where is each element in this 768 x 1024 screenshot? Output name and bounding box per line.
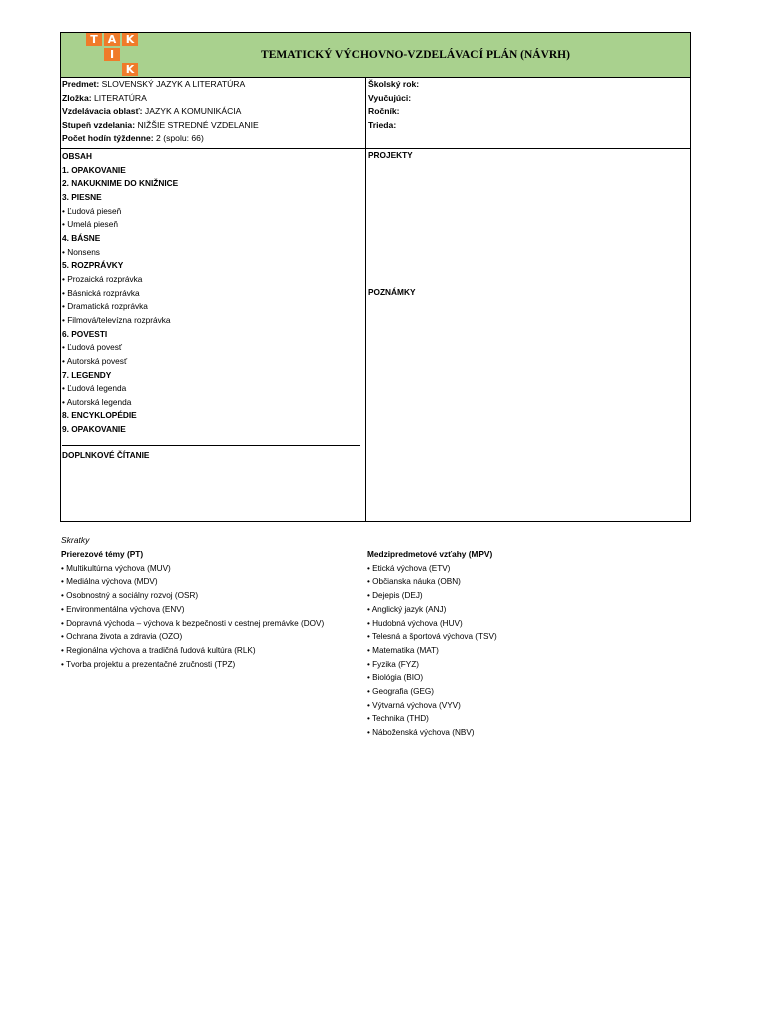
content-heading: 8. ENCYKLOPÉDIE xyxy=(62,410,137,421)
content-heading: 5. ROZPRÁVKY xyxy=(62,260,124,271)
info-right-column xyxy=(368,78,668,132)
pt-list-item: • Regionálna výchova a tradičná ľudová kultúra (RLK) xyxy=(61,645,256,655)
mpv-list-item: • Telesná a športová výchova (TSV) xyxy=(367,632,497,642)
pt-list-item: • Dopravná východa – výchova k bezpečnosti v cestnej premávke (DOV) xyxy=(61,618,325,628)
content-list-item: • Autorská povesť xyxy=(62,355,128,366)
info-left-label: Počet hodín týždenne: xyxy=(62,133,154,144)
mpv-list-item: • Občianska náuka (OBN) xyxy=(367,577,461,587)
column-divider xyxy=(365,77,366,521)
mpv-list-item: • Fyzika (FYZ) xyxy=(367,659,419,669)
info-left-label: Stupeň vzdelania: xyxy=(62,119,136,130)
info-left-label: Vzdelávacia oblasť: xyxy=(62,106,143,117)
logo-cell: A xyxy=(104,33,120,46)
content-heading: 4. BÁSNE xyxy=(62,232,101,243)
logo-cell: I xyxy=(104,48,120,61)
mpv-list-item: • Dejepis (DEJ) xyxy=(367,591,423,601)
content-list-item: • Ľudová pieseň xyxy=(62,205,122,216)
info-left-value: 2 (spolu: 66) xyxy=(153,133,204,144)
info-right-label: Vyučujúci: xyxy=(368,92,412,103)
logo-cell xyxy=(86,63,102,76)
content-list-item: • Ľudová legenda xyxy=(62,383,127,394)
pt-heading: Prierezové témy (PT) xyxy=(61,549,144,559)
info-left-row xyxy=(62,78,362,92)
content-list-item: • Nonsens xyxy=(62,246,100,257)
info-right-row xyxy=(368,92,668,106)
mpv-list-item: • Anglický jazyk (ANJ) xyxy=(367,604,447,614)
page-title: TEMATICKÝ VÝCHOVNO-VZDELÁVACÍ PLÁN (NÁVRH) xyxy=(261,49,570,61)
pt-list-item: • Multikultúrna výchova (MUV) xyxy=(61,563,171,573)
content-list-item: • Dramatická rozprávka xyxy=(62,301,148,312)
content-list-item: • Autorská legenda xyxy=(62,396,132,407)
info-left-label: Predmet: xyxy=(62,79,100,89)
mpv-heading: Medzipredmetové vzťahy (MPV) xyxy=(367,549,493,559)
mpv-list-item: • Geografia (GEG) xyxy=(367,687,435,697)
content-list-item: • Ľudová povesť xyxy=(62,342,122,353)
logo-cell: K xyxy=(122,63,138,76)
content-heading: 1. OPAKOVANIE xyxy=(62,164,126,175)
mpv-list-item: • Výtvarná výchova (VYV) xyxy=(367,700,461,710)
mpv-list-item: • Technika (THD) xyxy=(367,714,429,724)
pt-list-item: • Osobnostný a sociálny rozvoj (OSR) xyxy=(61,591,199,601)
mpv-column xyxy=(367,548,687,740)
separator-line xyxy=(62,445,360,446)
pt-list-item: • Tvorba projektu a prezentačné zručnosti (TPZ) xyxy=(61,659,236,669)
mpv-list-item: • Matematika (MAT) xyxy=(367,645,439,655)
info-left-value: SLOVENSKÝ JAZYK A LITERATÚRA xyxy=(99,79,246,89)
projekty-heading: PROJEKTY xyxy=(368,150,413,160)
content-column xyxy=(62,150,362,437)
mpv-list-item: • Etická výchova (ETV) xyxy=(367,563,451,573)
logo-cell xyxy=(86,48,102,61)
content-heading: 7. LEGENDY xyxy=(62,369,112,380)
content-list-item: • Básnická rozprávka xyxy=(62,287,140,298)
info-right-label: Trieda: xyxy=(368,119,397,130)
mpv-list-item: • Biológia (BIO) xyxy=(367,673,424,683)
logo-cell xyxy=(122,48,138,61)
info-left-value: JAZYK A KOMUNIKÁCIA xyxy=(142,106,242,117)
logo-cell xyxy=(104,63,120,76)
plan-sheet xyxy=(60,32,691,522)
info-left-row xyxy=(62,105,362,119)
info-right-label: Ročník: xyxy=(368,106,400,117)
info-right-row xyxy=(368,105,668,119)
header-bar xyxy=(61,33,690,78)
info-left-row xyxy=(62,119,362,133)
info-left-row xyxy=(62,132,362,146)
content-heading: 9. OPAKOVANIE xyxy=(62,424,126,435)
content-heading: 3. PIESNE xyxy=(62,191,102,202)
pt-column xyxy=(61,548,361,671)
doplnkove-citanie-heading: DOPLNKOVÉ ČÍTANIE xyxy=(62,450,150,460)
pt-list-item: • Mediálna výchova (MDV) xyxy=(61,577,158,587)
info-right-row xyxy=(368,119,668,133)
content-heading: 2. NAKUKNIME DO KNIŽNICE xyxy=(62,178,179,189)
mpv-list-item: • Náboženská výchova (NBV) xyxy=(367,728,475,738)
content-list-item: • Prozaická rozprávka xyxy=(62,273,143,284)
content-heading: OBSAH xyxy=(62,151,92,161)
content-list-item: • Filmová/televízna rozprávka xyxy=(62,314,171,325)
logo-cell: K xyxy=(122,33,138,46)
info-section xyxy=(61,77,690,149)
logo-cell: T xyxy=(86,33,102,46)
info-right-row xyxy=(368,78,668,92)
pt-list-item: • Ochrana života a zdravia (OZO) xyxy=(61,632,183,642)
info-left-label: Zložka: xyxy=(62,92,92,103)
content-list-item: • Umelá pieseň xyxy=(62,219,118,230)
poznamky-heading: POZNÁMKY xyxy=(368,287,416,297)
content-heading: 6. POVESTI xyxy=(62,328,108,339)
pt-list-item: • Environmentálna výchova (ENV) xyxy=(61,604,185,614)
mpv-list-item: • Hudobná výchova (HUV) xyxy=(367,618,463,628)
info-left-row xyxy=(62,92,362,106)
takt-logo xyxy=(86,33,138,77)
info-right-label: Školský rok: xyxy=(368,79,420,89)
info-left-value: LITERATÚRA xyxy=(91,92,147,103)
info-left-value: NIŽŠIE STREDNÉ VZDELANIE xyxy=(135,119,259,130)
abbreviations-title: Skratky xyxy=(61,535,90,545)
info-left-column xyxy=(62,78,362,146)
